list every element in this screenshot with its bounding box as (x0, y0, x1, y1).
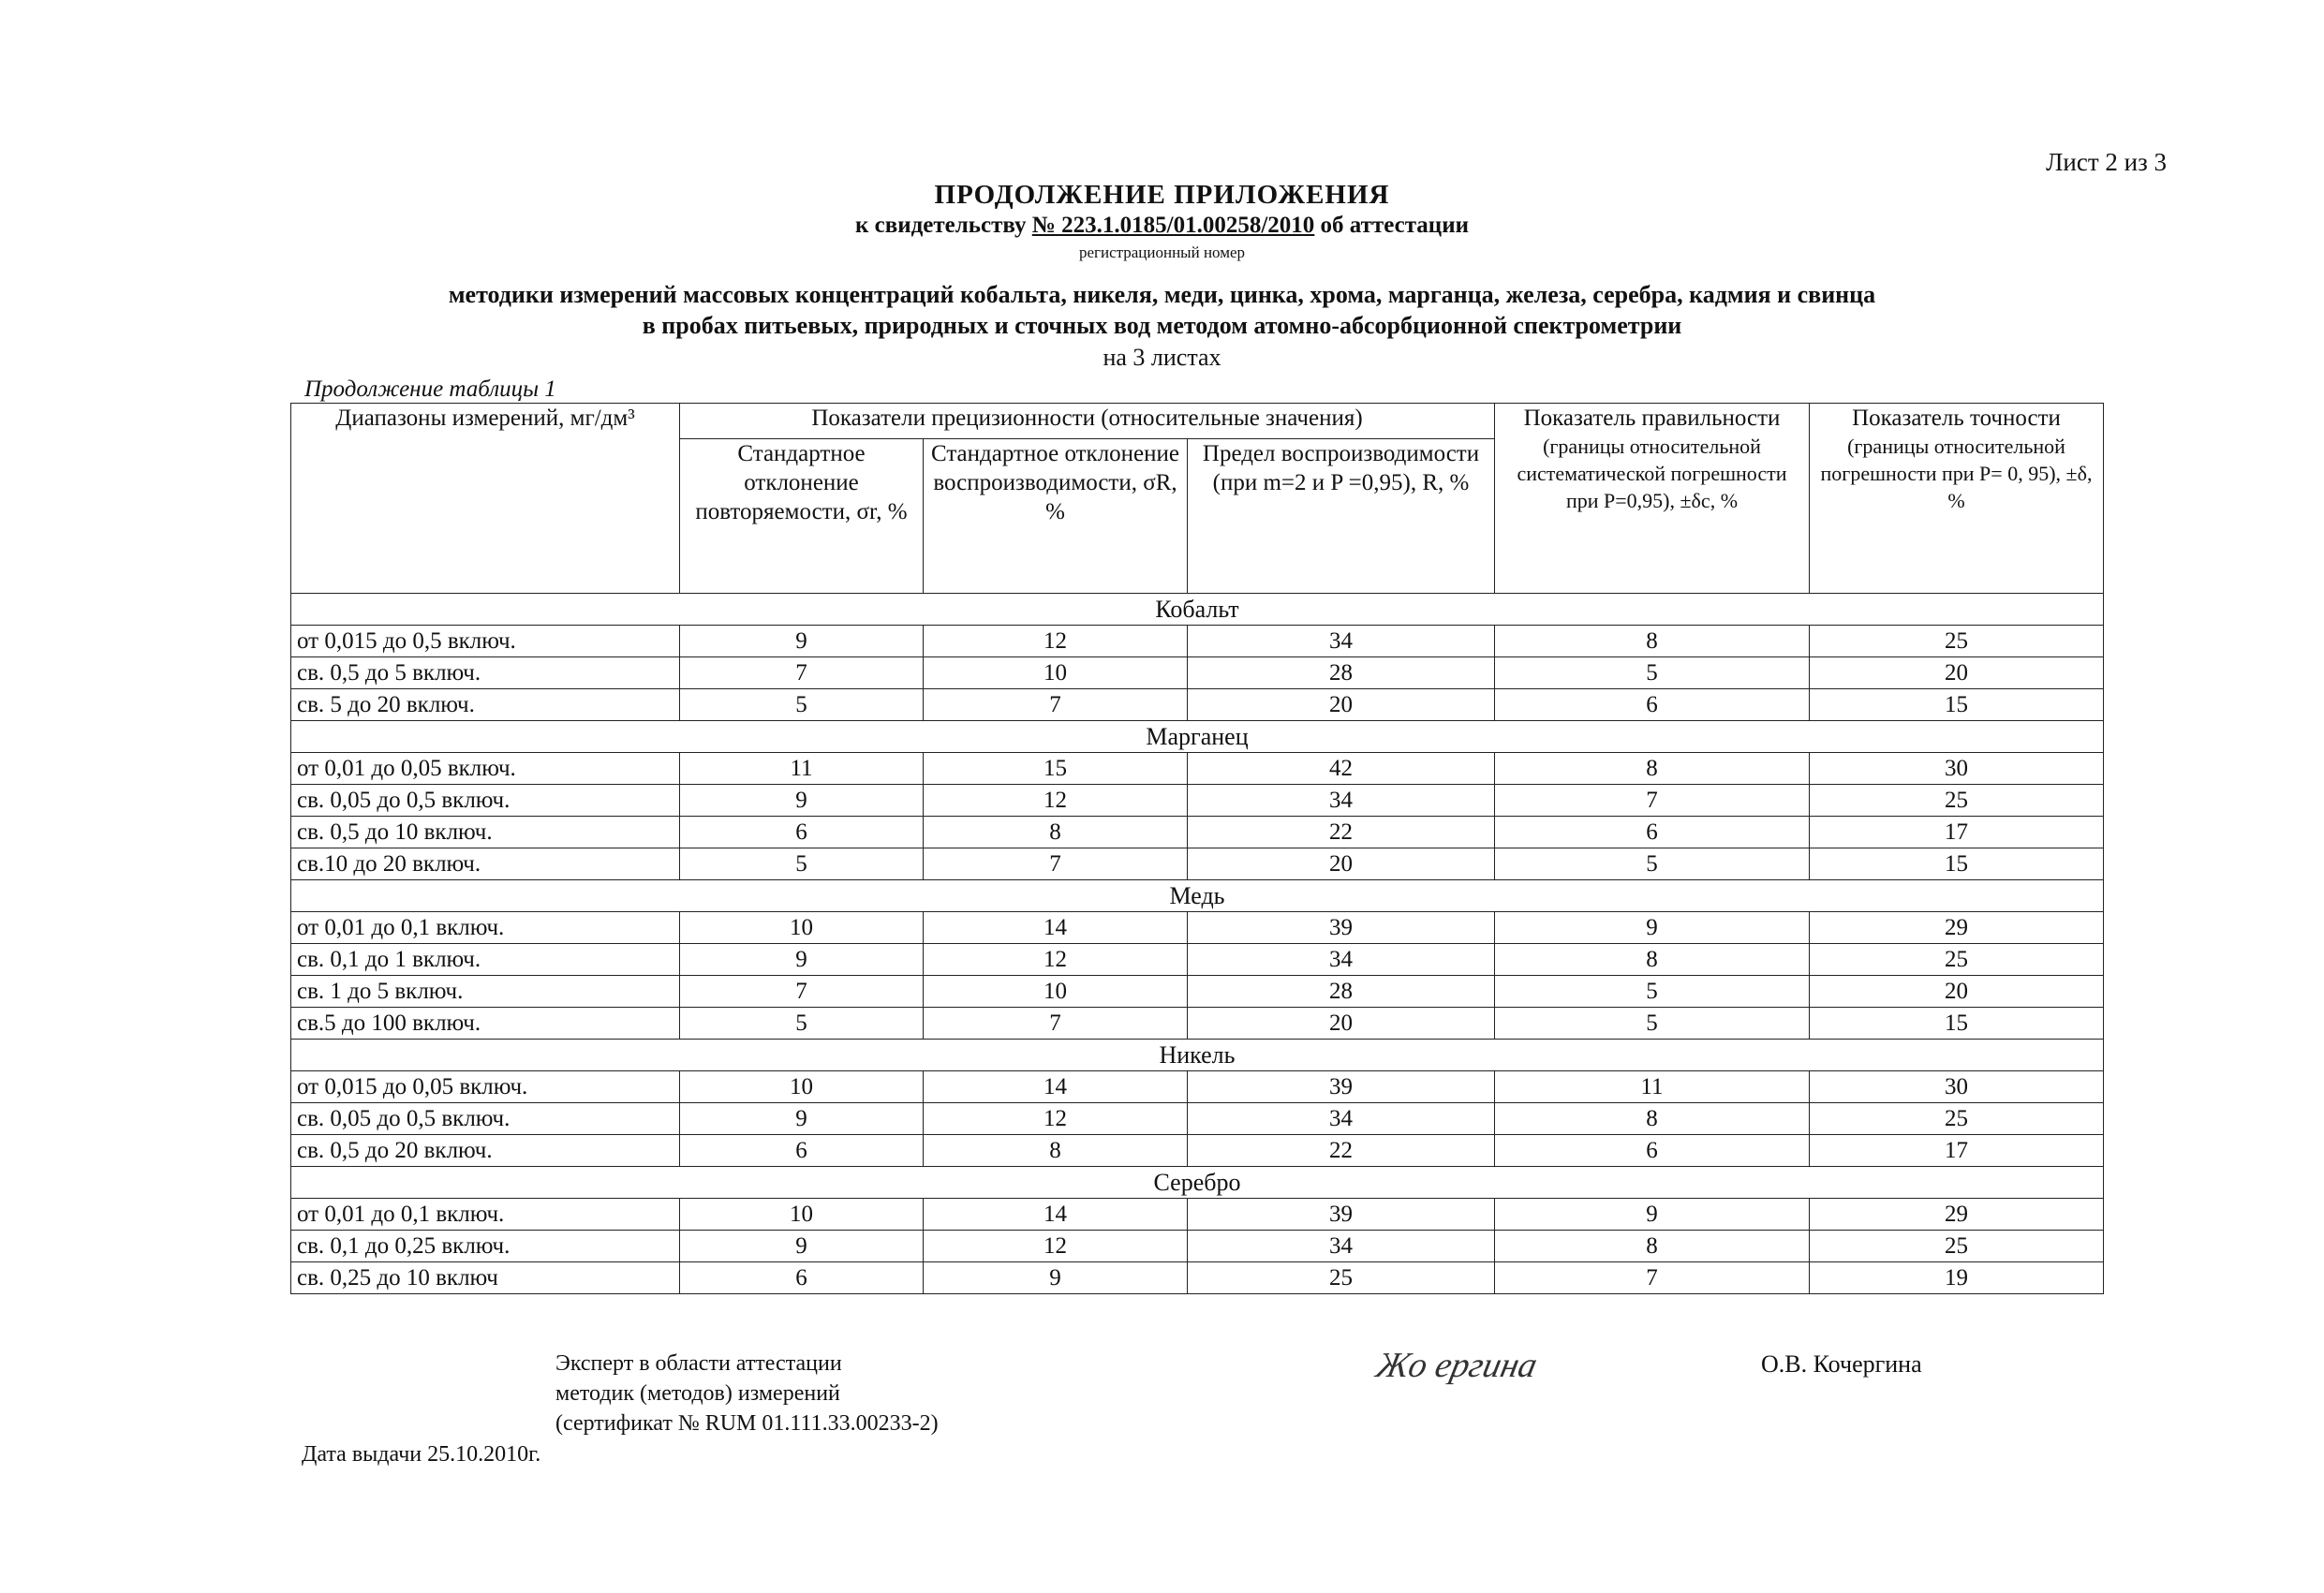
limit-cell: 28 (1188, 657, 1495, 689)
table-row (291, 657, 2104, 689)
range-cell: св. 0,25 до 10 включ (291, 1262, 680, 1294)
repeatability-cell: 5 (680, 689, 924, 721)
group-name: Марганец (291, 721, 2104, 753)
table-row (291, 1231, 2104, 1262)
group-name: Медь (291, 880, 2104, 912)
table-row (291, 976, 2104, 1008)
correctness-cell: 5 (1495, 976, 1810, 1008)
table-row (291, 912, 2104, 944)
handwritten-signature: Жо ергина (1372, 1346, 1541, 1385)
table-row (291, 626, 2104, 657)
range-cell: св. 0,1 до 1 включ. (291, 944, 680, 976)
range-cell: от 0,01 до 0,05 включ. (291, 753, 680, 785)
table-row (291, 1199, 2104, 1231)
reproducibility-cell: 10 (924, 657, 1188, 689)
limit-cell: 25 (1188, 1262, 1495, 1294)
reproducibility-cell: 15 (924, 753, 1188, 785)
repeatability-cell: 9 (680, 1231, 924, 1262)
table-row (291, 1071, 2104, 1103)
limit-cell: 34 (1188, 1231, 1495, 1262)
limit-cell: 34 (1188, 944, 1495, 976)
document-subtitle (0, 213, 2324, 239)
group-row (291, 594, 2104, 626)
repeatability-cell: 7 (680, 657, 924, 689)
correctness-cell: 6 (1495, 817, 1810, 848)
range-cell: св. 5 до 20 включ. (291, 689, 680, 721)
range-cell: от 0,015 до 0,5 включ. (291, 626, 680, 657)
repeatability-cell: 5 (680, 1008, 924, 1040)
table-row (291, 1008, 2104, 1040)
repeatability-cell: 7 (680, 976, 924, 1008)
limit-cell: 20 (1188, 848, 1495, 880)
certificate-number: № 223.1.0185/01.00258/2010 (1031, 213, 1315, 238)
reproducibility-cell: 7 (924, 848, 1188, 880)
correctness-cell: 11 (1495, 1071, 1810, 1103)
correctness-cell: 5 (1495, 848, 1810, 880)
limit-cell: 42 (1188, 753, 1495, 785)
range-cell: от 0,01 до 0,1 включ. (291, 912, 680, 944)
limit-cell: 34 (1188, 626, 1495, 657)
table-row (291, 1262, 2104, 1294)
correctness-cell: 8 (1495, 1231, 1810, 1262)
repeatability-cell: 5 (680, 848, 924, 880)
table-row (291, 753, 2104, 785)
document-title: ПРОДОЛЖЕНИЕ ПРИЛОЖЕНИЯ (934, 180, 1390, 210)
group-row (291, 880, 2104, 912)
reproducibility-cell: 12 (924, 944, 1188, 976)
repeatability-cell: 9 (680, 944, 924, 976)
range-cell: св. 0,5 до 20 включ. (291, 1135, 680, 1167)
accuracy-cell: 17 (1810, 817, 2104, 848)
header-precision-group: Показатели прецизионности (относительные значения) (680, 404, 1495, 439)
group-row (291, 721, 2104, 753)
reproducibility-cell: 7 (924, 1008, 1188, 1040)
accuracy-cell: 30 (1810, 1071, 2104, 1103)
range-cell: св. 0,5 до 10 включ. (291, 817, 680, 848)
sheet-number: Лист 2 из 3 (2046, 148, 2167, 176)
table-row (291, 689, 2104, 721)
range-cell: св. 0,1 до 0,25 включ. (291, 1231, 680, 1262)
table-row (291, 1135, 2104, 1167)
registration-note: регистрационный номер (1078, 243, 1246, 261)
reproducibility-cell: 9 (924, 1262, 1188, 1294)
precision-table (290, 403, 2104, 1294)
range-cell: св. 0,05 до 0,5 включ. (291, 1103, 680, 1135)
limit-cell: 20 (1188, 1008, 1495, 1040)
accuracy-cell: 15 (1810, 848, 2104, 880)
accuracy-cell: 25 (1810, 944, 2104, 976)
accuracy-cell: 15 (1810, 689, 2104, 721)
header-reproducibility: Стандартное отклонение воспроизводимости, σR, % (924, 439, 1188, 594)
reproducibility-cell: 8 (924, 817, 1188, 848)
accuracy-cell: 20 (1810, 657, 2104, 689)
reproducibility-cell: 8 (924, 1135, 1188, 1167)
repeatability-cell: 6 (680, 1262, 924, 1294)
correctness-cell: 9 (1495, 1199, 1810, 1231)
repeatability-cell: 10 (680, 912, 924, 944)
table-row (291, 817, 2104, 848)
expert-line-1: Эксперт в области аттестации (555, 1351, 842, 1376)
signer-name: О.В. Кочергина (1761, 1350, 1922, 1378)
reproducibility-cell: 10 (924, 976, 1188, 1008)
method-title-line-1: методики измерений массовых концентраций кобальта, никеля, меди, цинка, хрома, марганца, железа, серебра, кадмия и свинца (448, 281, 1876, 308)
correctness-cell: 8 (1495, 626, 1810, 657)
reproducibility-cell: 14 (924, 912, 1188, 944)
subtitle-suffix: об аттестации (1320, 213, 1470, 238)
reproducibility-cell: 12 (924, 785, 1188, 817)
repeatability-cell: 11 (680, 753, 924, 785)
accuracy-cell: 19 (1810, 1262, 2104, 1294)
correctness-cell: 7 (1495, 785, 1810, 817)
correctness-cell: 8 (1495, 753, 1810, 785)
limit-cell: 34 (1188, 785, 1495, 817)
correctness-cell: 5 (1495, 1008, 1810, 1040)
accuracy-cell: 29 (1810, 912, 2104, 944)
reproducibility-cell: 14 (924, 1199, 1188, 1231)
expert-line-2: методик (методов) измерений (555, 1381, 840, 1406)
group-row (291, 1040, 2104, 1071)
range-cell: от 0,015 до 0,05 включ. (291, 1071, 680, 1103)
correctness-cell: 5 (1495, 657, 1810, 689)
reproducibility-cell: 12 (924, 1103, 1188, 1135)
header-correctness (1495, 404, 1810, 594)
group-row (291, 1167, 2104, 1199)
accuracy-cell: 25 (1810, 785, 2104, 817)
accuracy-cell: 25 (1810, 1231, 2104, 1262)
header-correctness-note: (границы относительной систематической погрешности при P=0,95), ±δc, % (1517, 435, 1787, 512)
accuracy-cell: 25 (1810, 1103, 2104, 1135)
accuracy-cell: 30 (1810, 753, 2104, 785)
accuracy-cell: 17 (1810, 1135, 2104, 1167)
range-cell: от 0,01 до 0,1 включ. (291, 1199, 680, 1231)
correctness-cell: 9 (1495, 912, 1810, 944)
header-repeatability: Стандартное отклонение повторяемости, σr, % (680, 439, 924, 594)
limit-cell: 39 (1188, 1071, 1495, 1103)
expert-block (555, 1349, 939, 1438)
header-accuracy (1810, 404, 2104, 594)
repeatability-cell: 6 (680, 1135, 924, 1167)
limit-cell: 28 (1188, 976, 1495, 1008)
repeatability-cell: 10 (680, 1071, 924, 1103)
header-correctness-title: Показатель правильности (1523, 406, 1781, 431)
repeatability-cell: 6 (680, 817, 924, 848)
accuracy-cell: 29 (1810, 1199, 2104, 1231)
issue-date: Дата выдачи 25.10.2010г. (302, 1442, 541, 1467)
range-cell: св.5 до 100 включ. (291, 1008, 680, 1040)
range-cell: св. 0,5 до 5 включ. (291, 657, 680, 689)
limit-cell: 22 (1188, 1135, 1495, 1167)
table-row (291, 848, 2104, 880)
correctness-cell: 6 (1495, 1135, 1810, 1167)
limit-cell: 20 (1188, 689, 1495, 721)
correctness-cell: 8 (1495, 944, 1810, 976)
repeatability-cell: 9 (680, 785, 924, 817)
header-reproducibility-limit: Предел воспроизводимости (при m=2 и P =0,95), R, % (1188, 439, 1495, 594)
repeatability-cell: 10 (680, 1199, 924, 1231)
repeatability-cell: 9 (680, 626, 924, 657)
limit-cell: 39 (1188, 1199, 1495, 1231)
limit-cell: 34 (1188, 1103, 1495, 1135)
table-caption: Продолжение таблицы 1 (304, 376, 556, 402)
header-range: Диапазоны измерений, мг/дм³ (291, 404, 680, 594)
sheets-count: на 3 листах (1103, 344, 1221, 371)
table-row (291, 1103, 2104, 1135)
accuracy-cell: 20 (1810, 976, 2104, 1008)
table-row (291, 785, 2104, 817)
header-accuracy-note: (границы относительной погрешности при P= 0, 95), ±δ, % (1820, 435, 2093, 512)
group-name: Никель (291, 1040, 2104, 1071)
table-body (291, 594, 2104, 1294)
range-cell: св. 0,05 до 0,5 включ. (291, 785, 680, 817)
header-accuracy-title: Показатель точности (1852, 406, 2061, 431)
reproducibility-cell: 12 (924, 1231, 1188, 1262)
correctness-cell: 6 (1495, 689, 1810, 721)
correctness-cell: 7 (1495, 1262, 1810, 1294)
group-name: Серебро (291, 1167, 2104, 1199)
table-row (291, 944, 2104, 976)
subtitle-prefix: к свидетельству (854, 213, 1027, 238)
reproducibility-cell: 14 (924, 1071, 1188, 1103)
group-name: Кобальт (291, 594, 2104, 626)
expert-line-3: (сертификат № RUM 01.111.33.00233-2) (555, 1411, 939, 1436)
accuracy-cell: 15 (1810, 1008, 2104, 1040)
limit-cell: 39 (1188, 912, 1495, 944)
method-title-line-2: в пробах питьевых, природных и сточных вод методом атомно-абсорбционной спектрометрии (642, 312, 1682, 339)
range-cell: св.10 до 20 включ. (291, 848, 680, 880)
limit-cell: 22 (1188, 817, 1495, 848)
reproducibility-cell: 12 (924, 626, 1188, 657)
range-cell: св. 1 до 5 включ. (291, 976, 680, 1008)
correctness-cell: 8 (1495, 1103, 1810, 1135)
repeatability-cell: 9 (680, 1103, 924, 1135)
reproducibility-cell: 7 (924, 689, 1188, 721)
accuracy-cell: 25 (1810, 626, 2104, 657)
